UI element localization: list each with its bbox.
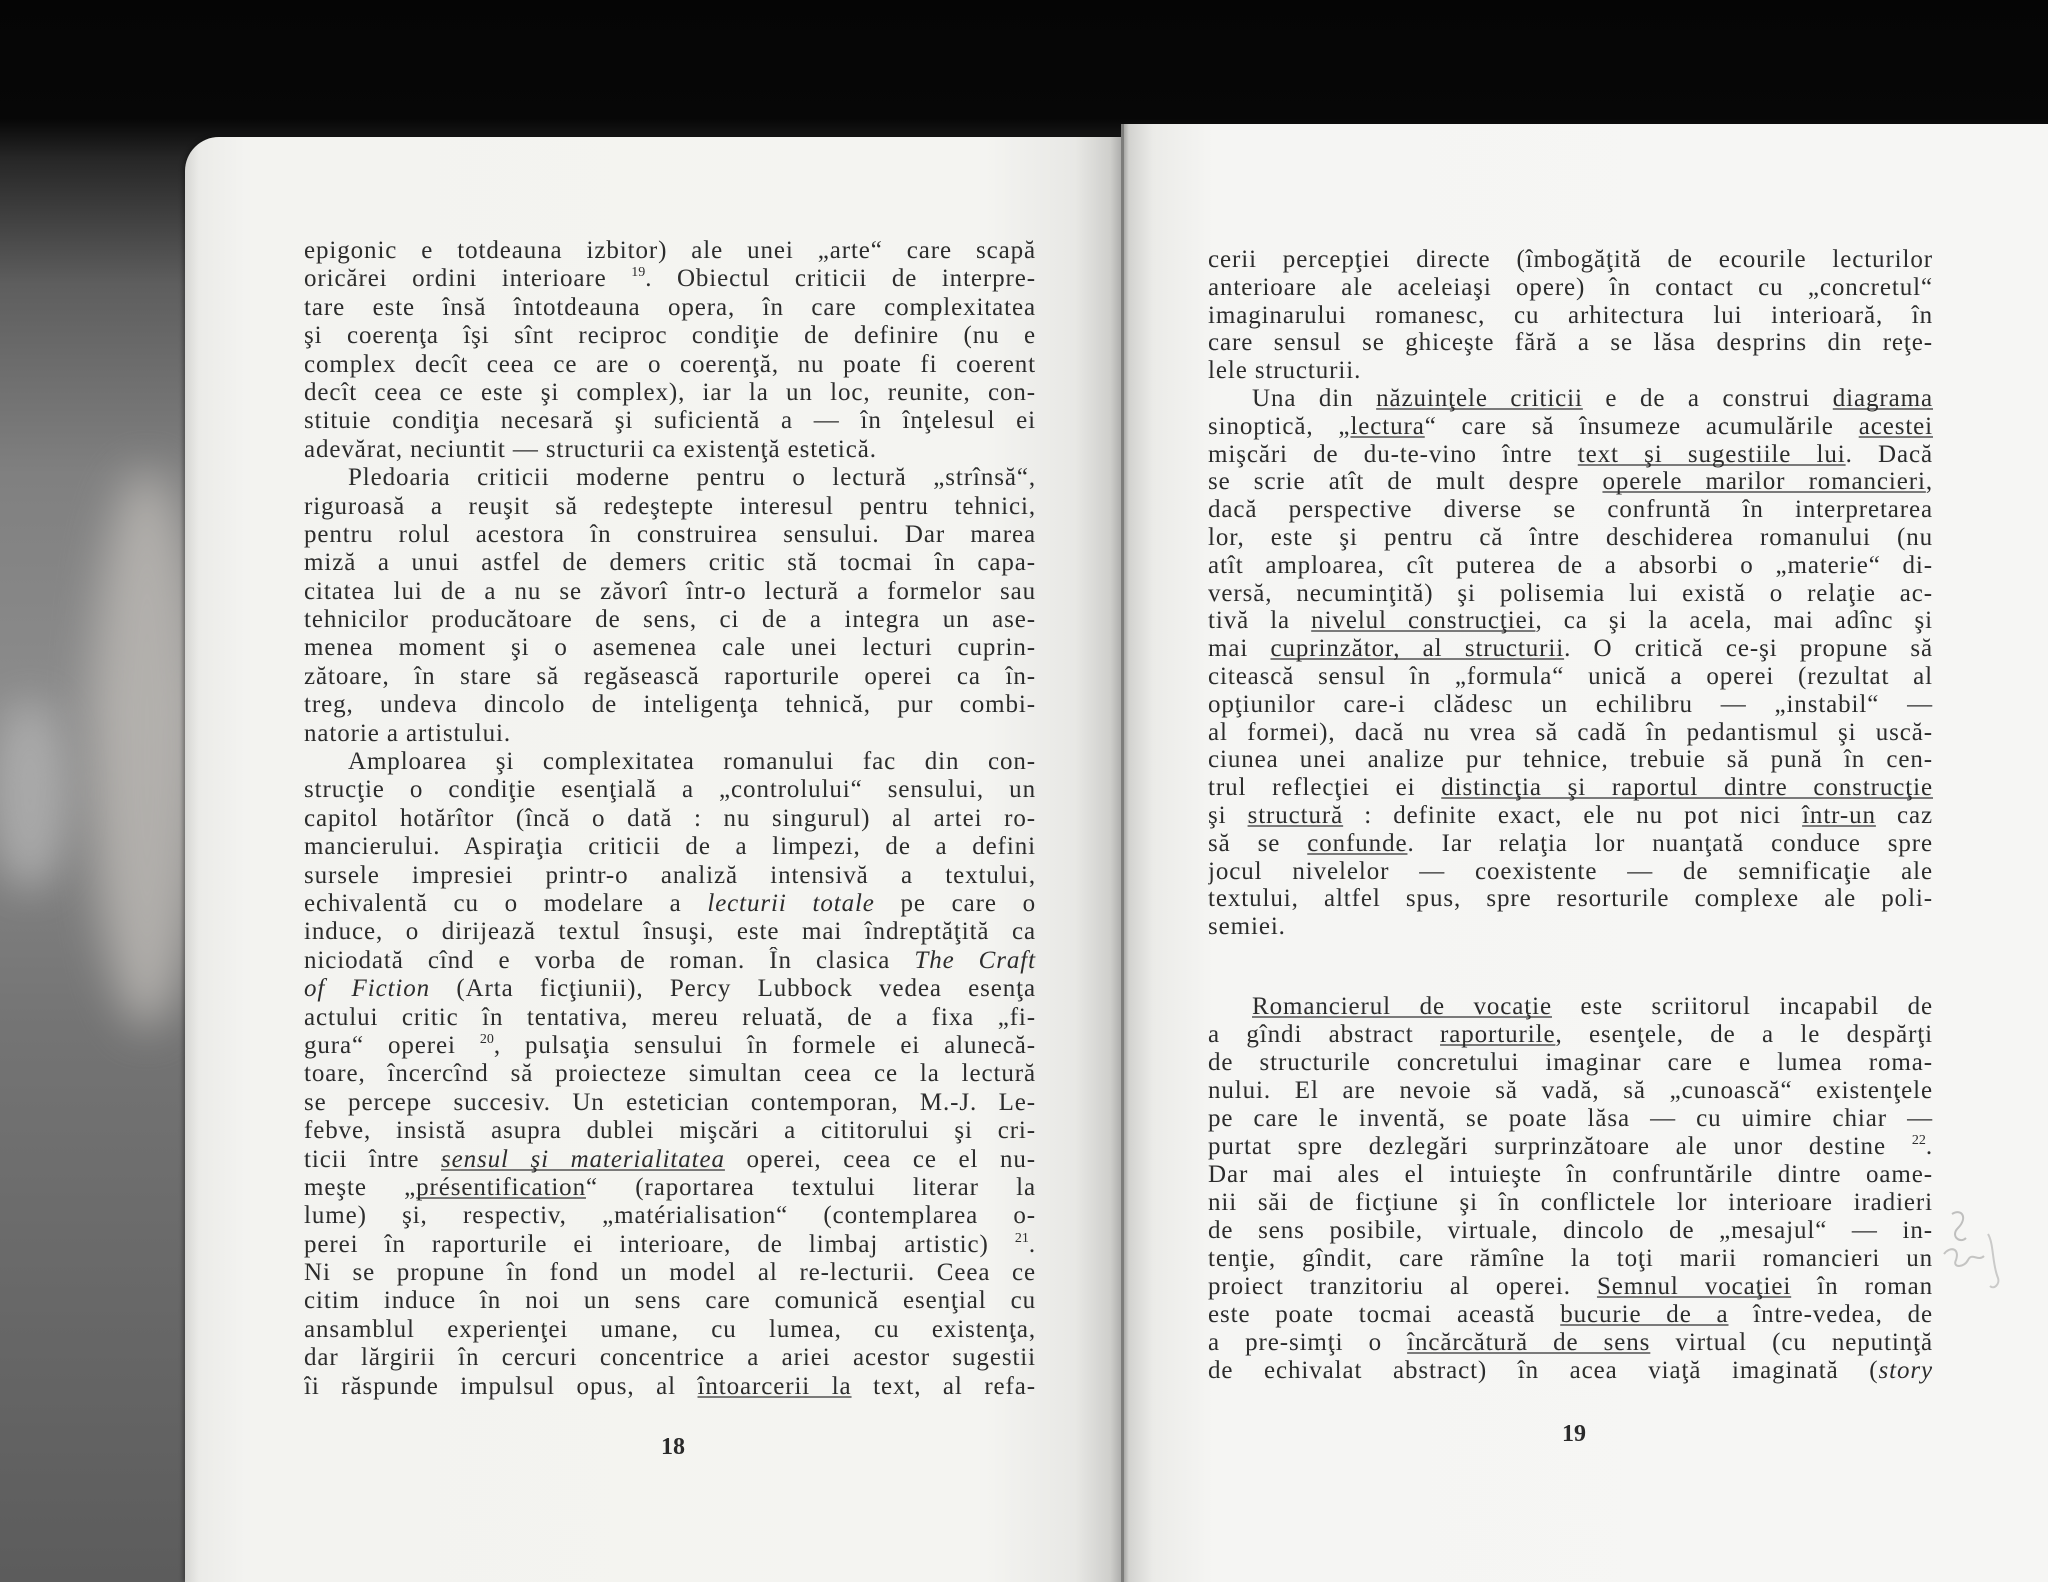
- text-run: , ca şi la acela, mai adînc şi: [1535, 607, 1933, 635]
- text-run: . Iar relaţia lor nuanţată conduce spre: [1407, 829, 1933, 857]
- text-run: Dar mai ales el intuieşte în confruntările dintre oame-: [1208, 1160, 1933, 1188]
- text-run: mişcări de du-te-vino între: [1208, 440, 1578, 468]
- text-run: dacă perspective diverse se confruntă în interpretarea: [1208, 496, 1933, 524]
- text-line: [1208, 274, 1933, 302]
- page-number: 18: [661, 1434, 685, 1460]
- text-run: “ (raportarea textului literar la: [585, 1173, 1036, 1201]
- text-section: [1208, 246, 1933, 941]
- text-line: [1208, 1077, 1933, 1105]
- text-line: [304, 748, 1036, 776]
- text-run: în roman: [1791, 1272, 1933, 1300]
- text-run: trul reflecţiei ei: [1208, 774, 1442, 802]
- text-line: [1208, 302, 1933, 330]
- text-line: [304, 606, 1036, 634]
- pencil-underlined-phrase: acestei: [1858, 412, 1933, 440]
- text-run: jocul nivelelor — coexistente — de semnificaţie ale: [1208, 857, 1933, 885]
- left-page-text: [304, 237, 1036, 1401]
- text-line: [304, 1032, 1036, 1060]
- text-line: [304, 1202, 1036, 1230]
- text-line: [1208, 441, 1933, 469]
- pencil-underlined-phrase: sensul şi materialitatea: [440, 1145, 725, 1173]
- text-line: [304, 1146, 1036, 1174]
- pencil-underlined-phrase: operele marilor romancieri: [1602, 468, 1926, 496]
- text-line: [1208, 1105, 1933, 1133]
- text-run: a gîndi abstract: [1208, 1020, 1441, 1048]
- text-run: este scriitorul incapabil de: [1551, 992, 1933, 1020]
- text-run: pe care o: [874, 889, 1036, 917]
- text-run: induce, o dirijează textul însuşi, este mai îndreptăţită ca: [304, 918, 1036, 946]
- text-run: echivalentă cu o modelare a: [304, 889, 708, 917]
- text-run: gura“ operei: [304, 1031, 480, 1059]
- text-run: mai: [1208, 635, 1271, 663]
- text-run: anterioare ale aceleiaşi opere) în contact cu „concretul“: [1208, 273, 1933, 301]
- pencil-underlined-phrase: distincţia şi raportul dintre construcţie: [1441, 774, 1933, 802]
- text-line: [304, 1117, 1036, 1145]
- text-run: e de a construi: [1582, 384, 1833, 412]
- text-run: actului critic în tentativa, mereu reluată, de a fixa „fi-: [304, 1003, 1036, 1031]
- text-run: febve, insistă asupra dublei mişcări a cititorului şi cri-: [304, 1117, 1036, 1145]
- text-line: [1208, 1357, 1933, 1385]
- footnote-reference: 20: [479, 1031, 494, 1047]
- italic-phrase: The Craft: [914, 946, 1036, 974]
- text-line: [304, 1004, 1036, 1032]
- text-line: [1208, 1133, 1933, 1161]
- pencil-underlined-phrase: bucurie de a: [1560, 1300, 1729, 1328]
- text-line: [304, 436, 1036, 464]
- text-line: [304, 1316, 1036, 1344]
- text-run: citească sensul în „formula“ unică a operei (rezultat al: [1208, 662, 1933, 690]
- text-run: perei în raporturile ei interioare, de limbaj artistic): [304, 1230, 1015, 1258]
- text-line: [304, 720, 1036, 748]
- text-run: să se: [1208, 829, 1308, 857]
- text-line: [1208, 774, 1933, 802]
- text-line: [1208, 913, 1933, 941]
- text-run: nii săi de ficţiune şi în conflictele lor interioare iradieri: [1208, 1188, 1933, 1216]
- text-run: pe care le inventă, se poate lăsa — cu uimire chiar —: [1208, 1104, 1933, 1132]
- text-line: [1208, 496, 1933, 524]
- page-number: 19: [1562, 1421, 1586, 1447]
- pencil-underlined-phrase: cuprinzător, al structurii: [1270, 635, 1565, 663]
- text-line: [1208, 1049, 1933, 1077]
- left-book-page: [185, 137, 1123, 1582]
- text-line: [304, 1287, 1036, 1315]
- italic-phrase: story: [1878, 1356, 1933, 1384]
- text-line: [1208, 468, 1933, 496]
- text-run: miză a unui astfel de demers critic stă tocmai în capa-: [304, 549, 1036, 577]
- pencil-underlined-phrase: năzuinţele criticii: [1376, 384, 1583, 412]
- text-line: [304, 663, 1036, 691]
- text-run: ticii între: [304, 1145, 441, 1173]
- text-run: complex decît ceea ce are o coerenţă, nu poate fi coerent: [304, 350, 1036, 378]
- text-line: [1208, 1217, 1933, 1245]
- text-run: îi răspunde impulsul opus, al: [304, 1372, 698, 1400]
- footnote-reference: 19: [631, 265, 646, 281]
- text-run: cerii percepţiei directe (îmbogăţită de ecourile lecturilor: [1208, 246, 1933, 273]
- text-run: riguroasă a reuşit să redeştepte interesul pentru tehnici,: [304, 492, 1036, 520]
- text-run: operei, ceea ce el nu-: [724, 1145, 1036, 1173]
- text-run: sinoptică, „: [1208, 412, 1351, 440]
- text-line: [1208, 246, 1933, 274]
- text-run: . Dacă: [1845, 440, 1933, 468]
- pencil-underlined-phrase: raporturile: [1440, 1020, 1556, 1048]
- pencil-underlined-phrase: întoarcerii la: [697, 1372, 852, 1400]
- text-line: [304, 918, 1036, 946]
- text-line: [1208, 635, 1933, 663]
- pencil-underlined-phrase: confunde: [1307, 829, 1408, 857]
- text-run: se scrie atît de mult despre: [1208, 468, 1603, 496]
- text-line: [1208, 524, 1933, 552]
- text-line: [1208, 1189, 1933, 1217]
- text-run: decît ceea ce este şi complex), iar la un loc, reunite, con-: [304, 378, 1036, 406]
- text-run: proiect tranzitoriu al operei.: [1208, 1272, 1597, 1300]
- text-section-after-break: [1208, 993, 1933, 1385]
- text-run: . Obiectul criticii de interpre-: [645, 265, 1036, 293]
- pencil-underlined-phrase: diagrama: [1832, 384, 1933, 412]
- text-line: [304, 890, 1036, 918]
- text-run: de echivalat abstract) în acea viaţă imaginată (: [1208, 1356, 1879, 1384]
- paragraph: [1208, 993, 1933, 1385]
- text-run: “ care să însumeze acumulările: [1424, 412, 1859, 440]
- pencil-underlined-phrase: structură: [1247, 801, 1344, 829]
- text-line: [304, 351, 1036, 379]
- text-run: ansamblul experienţei umane, cu lumea, cu existenţa,: [304, 1315, 1036, 1343]
- text-run: lor, este şi pentru că între deschiderea romanului (nu: [1208, 523, 1933, 551]
- text-run: meşte „: [304, 1173, 417, 1201]
- text-line: [304, 407, 1036, 435]
- text-run: epigonic e totdeauna izbitor) ale unei „arte“ care scapă: [304, 237, 1036, 264]
- text-line: [304, 1089, 1036, 1117]
- paragraph: [304, 748, 1036, 1401]
- text-line: [304, 521, 1036, 549]
- text-line: [304, 947, 1036, 975]
- text-run: textului, altfel spus, spre resorturile complexe ale poli-: [1208, 885, 1933, 913]
- text-run: a pre-simţi o: [1208, 1328, 1408, 1356]
- text-run: sursele impresiei printr-o analiză intensivă a textului,: [304, 861, 1036, 889]
- text-run: .: [1028, 1230, 1036, 1258]
- text-run: virtual (cu neputinţă: [1650, 1328, 1933, 1356]
- text-run: tehnicilor producătoare de sens, ci de a integra un ase-: [304, 606, 1036, 634]
- text-line: [304, 1174, 1036, 1202]
- text-run: semiei.: [1208, 913, 1286, 941]
- pencil-underlined-phrase: Romancierul de vocaţie: [1252, 992, 1552, 1020]
- text-run: este poate tocmai această: [1208, 1300, 1561, 1328]
- pencil-underlined-phrase: lectura: [1350, 412, 1425, 440]
- text-line: [1208, 1245, 1933, 1273]
- text-line: [304, 1344, 1036, 1372]
- text-line: [1208, 580, 1933, 608]
- right-book-page: [1123, 124, 2048, 1582]
- text-run: text, al refa-: [851, 1372, 1036, 1400]
- paragraph: [1208, 385, 1933, 941]
- text-line: [1208, 993, 1933, 1021]
- text-line: [1208, 1021, 1933, 1049]
- text-run: Una din: [1252, 384, 1377, 412]
- text-line: [304, 549, 1036, 577]
- text-run: citim induce în noi un sens care comunică esenţial cu: [304, 1287, 1036, 1315]
- text-line: [1208, 663, 1933, 691]
- text-line: [304, 265, 1036, 293]
- text-run: care sensul se ghiceşte fără a se lăsa desprins din reţe-: [1208, 329, 1933, 357]
- text-line: [304, 691, 1036, 719]
- footnote-reference: 22: [1911, 1132, 1926, 1148]
- text-line: [1208, 1273, 1933, 1301]
- pencil-underlined-phrase: présentification: [416, 1173, 586, 1201]
- text-line: [304, 578, 1036, 606]
- text-run: toare, încercînd să proiecteze simultan ceea ce la lectură: [304, 1060, 1036, 1088]
- background-hand: [0, 700, 70, 890]
- italic-phrase: lecturii totale: [707, 889, 875, 917]
- text-run: ,: [1925, 468, 1933, 496]
- paragraph: [304, 237, 1036, 464]
- pencil-margin-scribble: [1938, 1204, 2010, 1296]
- text-run: pentru rolul acestora în construirea sensului. Dar marea: [304, 520, 1036, 548]
- text-run: : definite exact, ele nu pot nici: [1343, 801, 1803, 829]
- text-run: se percepe succesiv. Un estetician contemporan, M.-J. Le-: [304, 1088, 1036, 1116]
- text-run: opţiunilor care-i clădesc un echilibru — „instabil“ —: [1208, 690, 1933, 718]
- footnote-reference: 21: [1014, 1230, 1029, 1246]
- text-run: .: [1925, 1132, 1933, 1160]
- text-run: mancierului. Aspiraţia criticii de a limpezi, de a defini: [304, 833, 1036, 861]
- text-line: [304, 379, 1036, 407]
- text-run: de structurile concretului imaginar care e lumea roma-: [1208, 1048, 1933, 1076]
- text-run: stituie condiţia necesară şi suficientă a — în înţelesul ei: [304, 407, 1036, 435]
- text-line: [1208, 607, 1933, 635]
- text-line: [304, 493, 1036, 521]
- text-run: tivă la: [1208, 607, 1312, 635]
- text-line: [304, 294, 1036, 322]
- text-run: al formei), dacă nu vrea să cadă în pedantismul şi uscă-: [1208, 718, 1933, 746]
- text-line: [304, 464, 1036, 492]
- right-page-text: [1208, 246, 1933, 1385]
- text-line: [1208, 357, 1933, 385]
- text-run: versă, necuminţită) şi polisemia lui există o relaţie ac-: [1208, 579, 1933, 607]
- text-run: (Arta ficţiunii), Percy Lubbock vedea esenţa: [430, 975, 1036, 1003]
- text-line: [304, 1231, 1036, 1259]
- text-section: [304, 237, 1036, 1401]
- text-run: tare este însă întotdeauna opera, în care complexitatea: [304, 293, 1036, 321]
- text-line: [304, 776, 1036, 804]
- text-run: menea moment şi o asemenea cale unei lecturi cuprin-: [304, 634, 1036, 662]
- text-line: [304, 1373, 1036, 1401]
- text-line: [1208, 746, 1933, 774]
- text-line: [304, 322, 1036, 350]
- text-run: purtat spre dezlegări surprinzătoare ale unor destine: [1208, 1132, 1912, 1160]
- text-run: nului. El are nevoie să vadă, să „cunoască“ existenţele: [1208, 1076, 1933, 1104]
- text-line: [1208, 858, 1933, 886]
- text-line: [1208, 552, 1933, 580]
- text-run: imaginarului romanesc, cu arhitectura lui interioară, în: [1208, 301, 1933, 329]
- italic-phrase: of Fiction: [304, 975, 431, 1003]
- text-line: [1208, 1301, 1933, 1329]
- pencil-underlined-phrase: într-un: [1802, 801, 1876, 829]
- text-run: caz: [1875, 801, 1933, 829]
- text-run: şi coerenţa îşi sînt reciproc condiţie de definire (nu e: [304, 322, 1036, 350]
- book-gutter: [1121, 124, 1124, 1582]
- paragraph: [304, 464, 1036, 748]
- text-line: [1208, 802, 1933, 830]
- text-run: oricărei ordini interioare: [304, 265, 632, 293]
- text-line: [304, 237, 1036, 265]
- pencil-underlined-phrase: text şi sugestiile lui: [1577, 440, 1846, 468]
- text-run: strucţie o condiţie esenţială a „controlului“ sensului, un: [304, 776, 1036, 804]
- pencil-underlined-phrase: încărcătură de sens: [1407, 1328, 1651, 1356]
- text-line: [304, 1259, 1036, 1287]
- text-run: treg, undeva dincolo de inteligenţa tehnică, pur combi-: [304, 691, 1036, 719]
- text-run: . O critică ce-şi propune să: [1564, 635, 1933, 663]
- text-run: şi: [1208, 801, 1248, 829]
- text-run: zătoare, în stare să regăsească raporturile operei ca în-: [304, 662, 1036, 690]
- text-line: [304, 862, 1036, 890]
- pencil-underlined-phrase: Semnul vocaţiei: [1596, 1272, 1792, 1300]
- text-run: ciunea unei analize pur tehnice, trebuie să pună în cen-: [1208, 746, 1933, 774]
- text-run: lele structurii.: [1208, 357, 1362, 385]
- text-run: , pulsaţia sensului în formele ei alunecă-: [493, 1031, 1036, 1059]
- text-run: atît amploarea, cît puterea de a absorbi o „materie“ di-: [1208, 551, 1933, 579]
- text-line: [1208, 413, 1933, 441]
- text-run: natorie a artistului.: [304, 719, 512, 747]
- pencil-underlined-phrase: nivelul construcţiei: [1311, 607, 1536, 635]
- text-line: [1208, 1329, 1933, 1357]
- text-line: [304, 805, 1036, 833]
- text-line: [1208, 1161, 1933, 1189]
- text-line: [1208, 691, 1933, 719]
- text-run: Ni se propune în fond un model al re-lecturii. Ceea ce: [304, 1259, 1036, 1287]
- text-line: [1208, 719, 1933, 747]
- text-line: [304, 975, 1036, 1003]
- text-line: [1208, 885, 1933, 913]
- text-run: , esenţele, de a le despărţi: [1555, 1020, 1933, 1048]
- text-run: dar lărgirii în cercuri concentrice a ariei acestor sugestii: [304, 1344, 1036, 1372]
- text-run: lume) şi, respectiv, „matérialisation“ (contemplarea o-: [304, 1202, 1036, 1230]
- paragraph: [1208, 246, 1933, 385]
- text-line: [1208, 385, 1933, 413]
- text-run: tenţie, gîndit, care rămîne la toţi marii romancieri un: [1208, 1244, 1933, 1272]
- text-run: de sens posibile, virtuale, dincolo de „mesajul“ — in-: [1208, 1216, 1933, 1244]
- text-run: niciodată cînd e vorba de roman. În clasica: [304, 946, 915, 974]
- text-line: [1208, 830, 1933, 858]
- text-run: Pledoaria criticii moderne pentru o lectură „strînsă“,: [348, 464, 1036, 492]
- text-run: capitol hotărîtor (încă o dată : nu singurul) al artei ro-: [304, 804, 1036, 832]
- text-line: [304, 1060, 1036, 1088]
- text-run: între-vedea, de: [1728, 1300, 1933, 1328]
- text-run: adevărat, neciuntit — structurii ca existenţă estetică.: [304, 435, 877, 463]
- text-line: [1208, 329, 1933, 357]
- text-run: citatea lui de a nu se zăvorî într-o lectură a formelor sau: [304, 577, 1036, 605]
- text-line: [304, 833, 1036, 861]
- text-run: Amploarea şi complexitatea romanului fac din con-: [348, 748, 1036, 776]
- text-line: [304, 634, 1036, 662]
